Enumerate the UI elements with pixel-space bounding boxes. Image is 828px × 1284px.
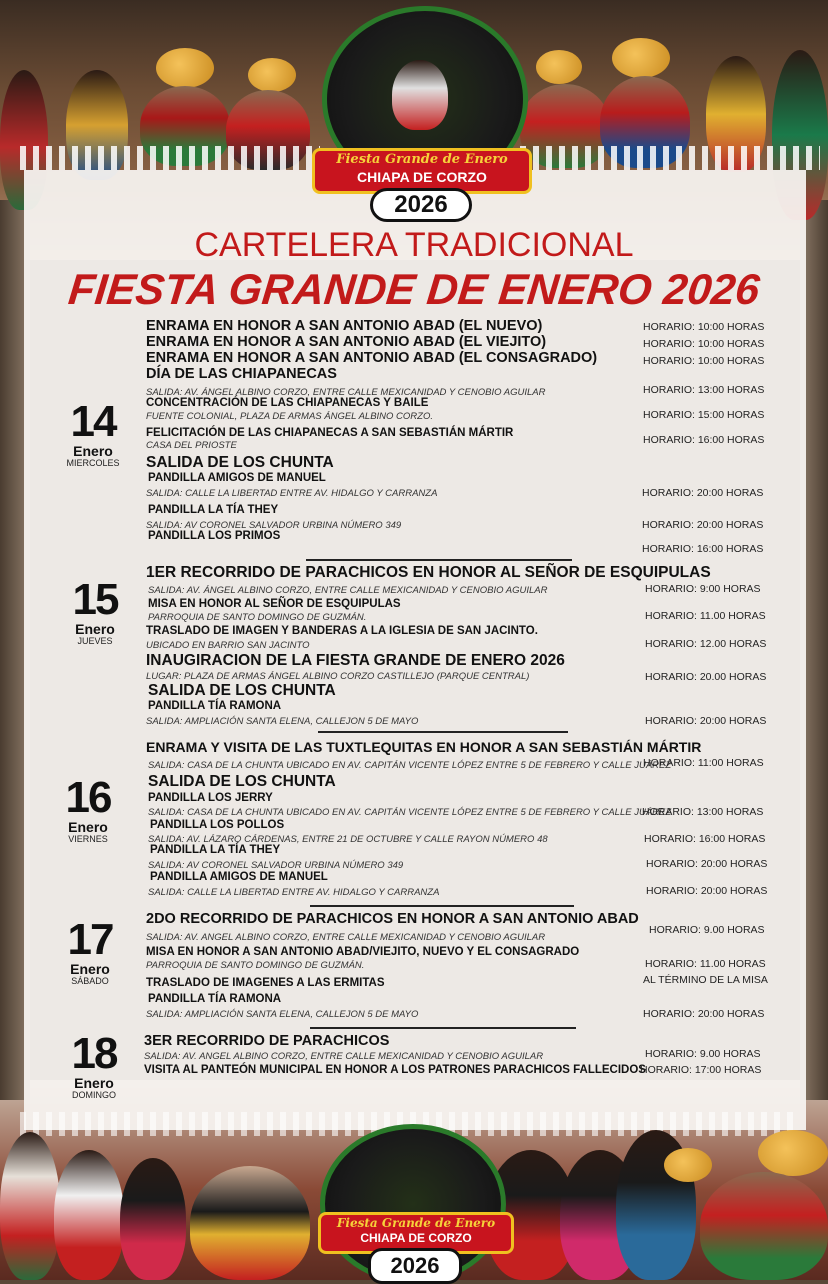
event-title: VISITA AL PANTEÓN MUNICIPAL EN HONOR A LOS PATRONES PARACHICOS FALLECIDOS	[144, 1064, 646, 1076]
event-title: PANDILLA LA TÍA THEY	[148, 504, 279, 516]
day-month: Enero	[70, 961, 110, 977]
parachico-hat	[156, 48, 214, 88]
dancer-figure	[190, 1166, 310, 1280]
event-detail: SALIDA: CALLE LA LIBERTAD ENTRE AV. HIDALGO Y CARRANZA	[146, 488, 438, 499]
festival-script-name: Fiesta Grande de Enero	[336, 152, 508, 167]
event-title: SALIDA DE LOS CHUNTA	[148, 682, 336, 699]
event-time: HORARIO: 13:00 HORAS	[642, 806, 764, 818]
event-time: HORARIO: 11.00 HORAS	[645, 610, 766, 622]
event-time: HORARIO: 16:00 HORAS	[644, 833, 766, 845]
event-title: PANDILLA TÍA RAMONA	[148, 700, 282, 712]
event-time: HORARIO: 20:00 HORAS	[642, 519, 764, 531]
festival-city: CHIAPA DE CORZO	[357, 169, 487, 185]
day-weekday: VIERNES	[68, 834, 108, 844]
event-time: HORARIO: 10:00 HORAS	[643, 338, 765, 350]
event-title: SALIDA DE LOS CHUNTA	[146, 454, 334, 471]
event-time: HORARIO: 20.00 HORAS	[645, 671, 767, 683]
event-title: PANDILLA TÍA RAMONA	[148, 993, 282, 1005]
day-weekday: SÁBADO	[71, 976, 109, 986]
day-month: Enero	[74, 1075, 114, 1091]
church-fence-decoration	[20, 146, 320, 170]
day-divider	[310, 905, 574, 907]
event-detail: SALIDA: AV. LÁZARO CÁRDENAS, ENTRE 21 DE OCTUBRE Y CALLE RAYON NÚMERO 48	[148, 834, 548, 845]
dancer-figure	[54, 1150, 124, 1280]
event-title: MISA EN HONOR A SAN ANTONIO ABAD/VIEJITO, NUEVO Y EL CONSAGRADO	[146, 946, 580, 958]
event-time: HORARIO: 20:00 HORAS	[642, 487, 764, 499]
parachico-hat	[664, 1148, 712, 1182]
event-title: 2DO RECORRIDO DE PARACHICOS EN HONOR A SAN ANTONIO ABAD	[146, 911, 639, 927]
day-month: Enero	[68, 819, 108, 835]
event-title: ENRAMA EN HONOR A SAN ANTONIO ABAD (EL NUEVO)	[146, 318, 543, 334]
event-time: HORARIO: 12.00 HORAS	[645, 638, 767, 650]
day-number: 14	[70, 397, 116, 446]
day-weekday: MIERCOLES	[66, 458, 120, 468]
event-detail: SALIDA: AMPLIACIÓN SANTA ELENA, CALLEJON 5 DE MAYO	[146, 716, 419, 727]
event-time: HORARIO: 20:00 HORAS	[645, 715, 767, 727]
event-title: MISA EN HONOR AL SEÑOR DE ESQUIPULAS	[148, 598, 401, 610]
event-time: HORARIO: 9:00 HORAS	[645, 583, 761, 595]
event-detail: SALIDA: AV CORONEL SALVADOR URBINA NÚMERO 349	[146, 520, 402, 531]
event-detail: SALIDA: AV. ANGEL ALBINO CORZO, ENTRE CALLE MEXICANIDAD Y CENOBIO AGUILAR	[146, 932, 546, 943]
day-weekday: DOMINGO	[72, 1090, 116, 1100]
event-time: HORARIO: 15:00 HORAS	[643, 409, 765, 421]
parachico-hat	[536, 50, 582, 84]
event-time: HORARIO: 17:00 HORAS	[640, 1064, 762, 1076]
event-title: 3ER RECORRIDO DE PARACHICOS	[144, 1033, 390, 1049]
chiapaneca-figure	[392, 60, 448, 130]
poster-subtitle: CARTELERA TRADICIONAL	[194, 226, 634, 264]
event-detail: SALIDA: CASA DE LA CHUNTA UBICADO EN AV. CAPITÁN VICENTE LÓPEZ ENTRE 5 DE FEBRERO Y CALLE JUÁREZ	[148, 760, 672, 771]
event-time: HORARIO: 9.00 HORAS	[649, 924, 765, 936]
day-number: 15	[72, 575, 118, 624]
event-time: HORARIO: 16:00 HORAS	[642, 543, 764, 555]
event-time: HORARIO: 11.00 HORAS	[645, 958, 766, 970]
day-weekday: JUEVES	[77, 636, 113, 646]
event-title: SALIDA DE LOS CHUNTA	[148, 773, 336, 790]
day-number: 17	[67, 915, 113, 964]
event-detail: SALIDA: CALLE LA LIBERTAD ENTRE AV. HIDALGO Y CARRANZA	[148, 887, 440, 898]
event-time: HORARIO: 16:00 HORAS	[643, 434, 765, 446]
event-time: HORARIO: 10:00 HORAS	[643, 321, 765, 333]
event-title: ENRAMA Y VISITA DE LAS TUXTLEQUITAS EN HONOR A SAN SEBASTIÁN MÁRTIR	[146, 739, 702, 755]
event-detail: CASA DEL PRIOSTE	[146, 440, 237, 451]
parachico-hat	[248, 58, 296, 92]
event-title: ENRAMA EN HONOR A SAN ANTONIO ABAD (EL CONSAGRADO)	[146, 350, 598, 366]
event-detail: LUGAR: PLAZA DE ARMAS ÁNGEL ALBINO CORZO CASTILLEJO (PARQUE CENTRAL)	[146, 671, 530, 682]
event-time: HORARIO: 20:00 HORAS	[646, 858, 768, 870]
poster-title: FIESTA GRANDE DE ENERO 2026	[66, 266, 762, 314]
event-title: ENRAMA EN HONOR A SAN ANTONIO ABAD (EL VIEJITO)	[146, 334, 547, 350]
event-title: 1ER RECORRIDO DE PARACHICOS EN HONOR AL SEÑOR DE ESQUIPULAS	[146, 564, 711, 581]
event-title: PANDILLA LOS POLLOS	[150, 819, 285, 831]
day-badge-15	[55, 575, 135, 647]
day-divider	[318, 731, 568, 733]
event-detail: FUENTE COLONIAL, PLAZA DE ARMAS ÁNGEL ALBINO CORZO.	[146, 411, 433, 422]
festival-year-bottom: 2026	[368, 1248, 462, 1284]
event-detail: SALIDA: CASA DE LA CHUNTA UBICADO EN AV. CAPITÁN VICENTE LÓPEZ ENTRE 5 DE FEBRERO Y CALLE JUÁREZ	[148, 807, 672, 818]
event-detail: PARROQUIA DE SANTO DOMINGO DE GUZMÁN.	[148, 612, 367, 623]
event-detail: UBICADO EN BARRIO SAN JACINTO	[146, 640, 310, 651]
event-detail: SALIDA: AV. ÁNGEL ALBINO CORZO, ENTRE CALLE MEXICANIDAD Y CENOBIO AGUILAR	[148, 585, 548, 596]
parachico-hat	[758, 1130, 828, 1176]
day-divider	[306, 559, 572, 561]
day-badge-14	[53, 397, 133, 469]
event-time: HORARIO: 10:00 HORAS	[643, 355, 765, 367]
event-detail: SALIDA: AMPLIACIÓN SANTA ELENA, CALLEJON 5 DE MAYO	[146, 1009, 419, 1020]
event-time: HORARIO: 20:00 HORAS	[646, 885, 768, 897]
event-title: FELICITACIÓN DE LAS CHIAPANECAS A SAN SEBASTIÁN MÁRTIR	[146, 427, 514, 439]
church-fence-decoration	[520, 146, 820, 170]
event-title: PANDILLA AMIGOS DE MANUEL	[150, 871, 328, 883]
day-divider	[310, 1027, 576, 1029]
event-title: PANDILLA LA TÍA THEY	[150, 844, 281, 856]
dancer-figure	[0, 1132, 60, 1280]
event-time: AL TÉRMINO DE LA MISA	[643, 974, 768, 986]
event-title: PANDILLA AMIGOS DE MANUEL	[148, 472, 326, 484]
day-month: Enero	[73, 443, 113, 459]
event-title: DÍA DE LAS CHIAPANECAS	[146, 366, 337, 382]
dancer-figure	[120, 1158, 186, 1280]
festival-script-name: Fiesta Grande de Enero	[336, 1216, 496, 1230]
parachico-figure	[700, 1172, 828, 1280]
day-number: 16	[65, 773, 111, 822]
day-badge-18	[54, 1029, 134, 1101]
event-time: HORARIO: 11:00 HORAS	[643, 757, 764, 769]
event-detail: SALIDA: AV. ANGEL ALBINO CORZO, ENTRE CALLE MEXICANIDAD Y CENOBIO AGUILAR	[144, 1051, 544, 1062]
day-badge-17	[50, 915, 130, 987]
event-detail: SALIDA: AV. ÁNGEL ALBINO CORZO, ENTRE CALLE MEXICANIDAD Y CENOBIO AGUILAR	[146, 387, 546, 398]
event-time: HORARIO: 13:00 HORAS	[643, 384, 765, 396]
event-title: CONCENTRACIÓN DE LAS CHIAPANECAS Y BAILE	[146, 397, 429, 409]
event-time: HORARIO: 20:00 HORAS	[643, 1008, 765, 1020]
event-time: HORARIO: 9.00 HORAS	[645, 1048, 761, 1060]
event-title: PANDILLA LOS JERRY	[148, 792, 273, 804]
festival-year-top: 2026	[370, 188, 472, 222]
day-month: Enero	[75, 621, 115, 637]
event-title: TRASLADO DE IMAGENES A LAS ERMITAS	[146, 977, 385, 989]
event-detail: SALIDA: AV CORONEL SALVADOR URBINA NÚMERO 349	[148, 860, 404, 871]
event-detail: PARROQUIA DE SANTO DOMINGO DE GUZMÁN.	[146, 960, 365, 971]
day-badge-16	[48, 773, 128, 845]
festival-city: CHIAPA DE CORZO	[360, 1231, 472, 1245]
day-number: 18	[71, 1029, 117, 1078]
event-title: TRASLADO DE IMAGEN Y BANDERAS A LA IGLESIA DE SAN JACINTO.	[146, 625, 538, 637]
event-title: PANDILLA LOS PRIMOS	[148, 530, 281, 542]
event-title: INAUGIRACION DE LA FIESTA GRANDE DE ENERO 2026	[146, 652, 565, 669]
parachico-hat	[612, 38, 670, 78]
